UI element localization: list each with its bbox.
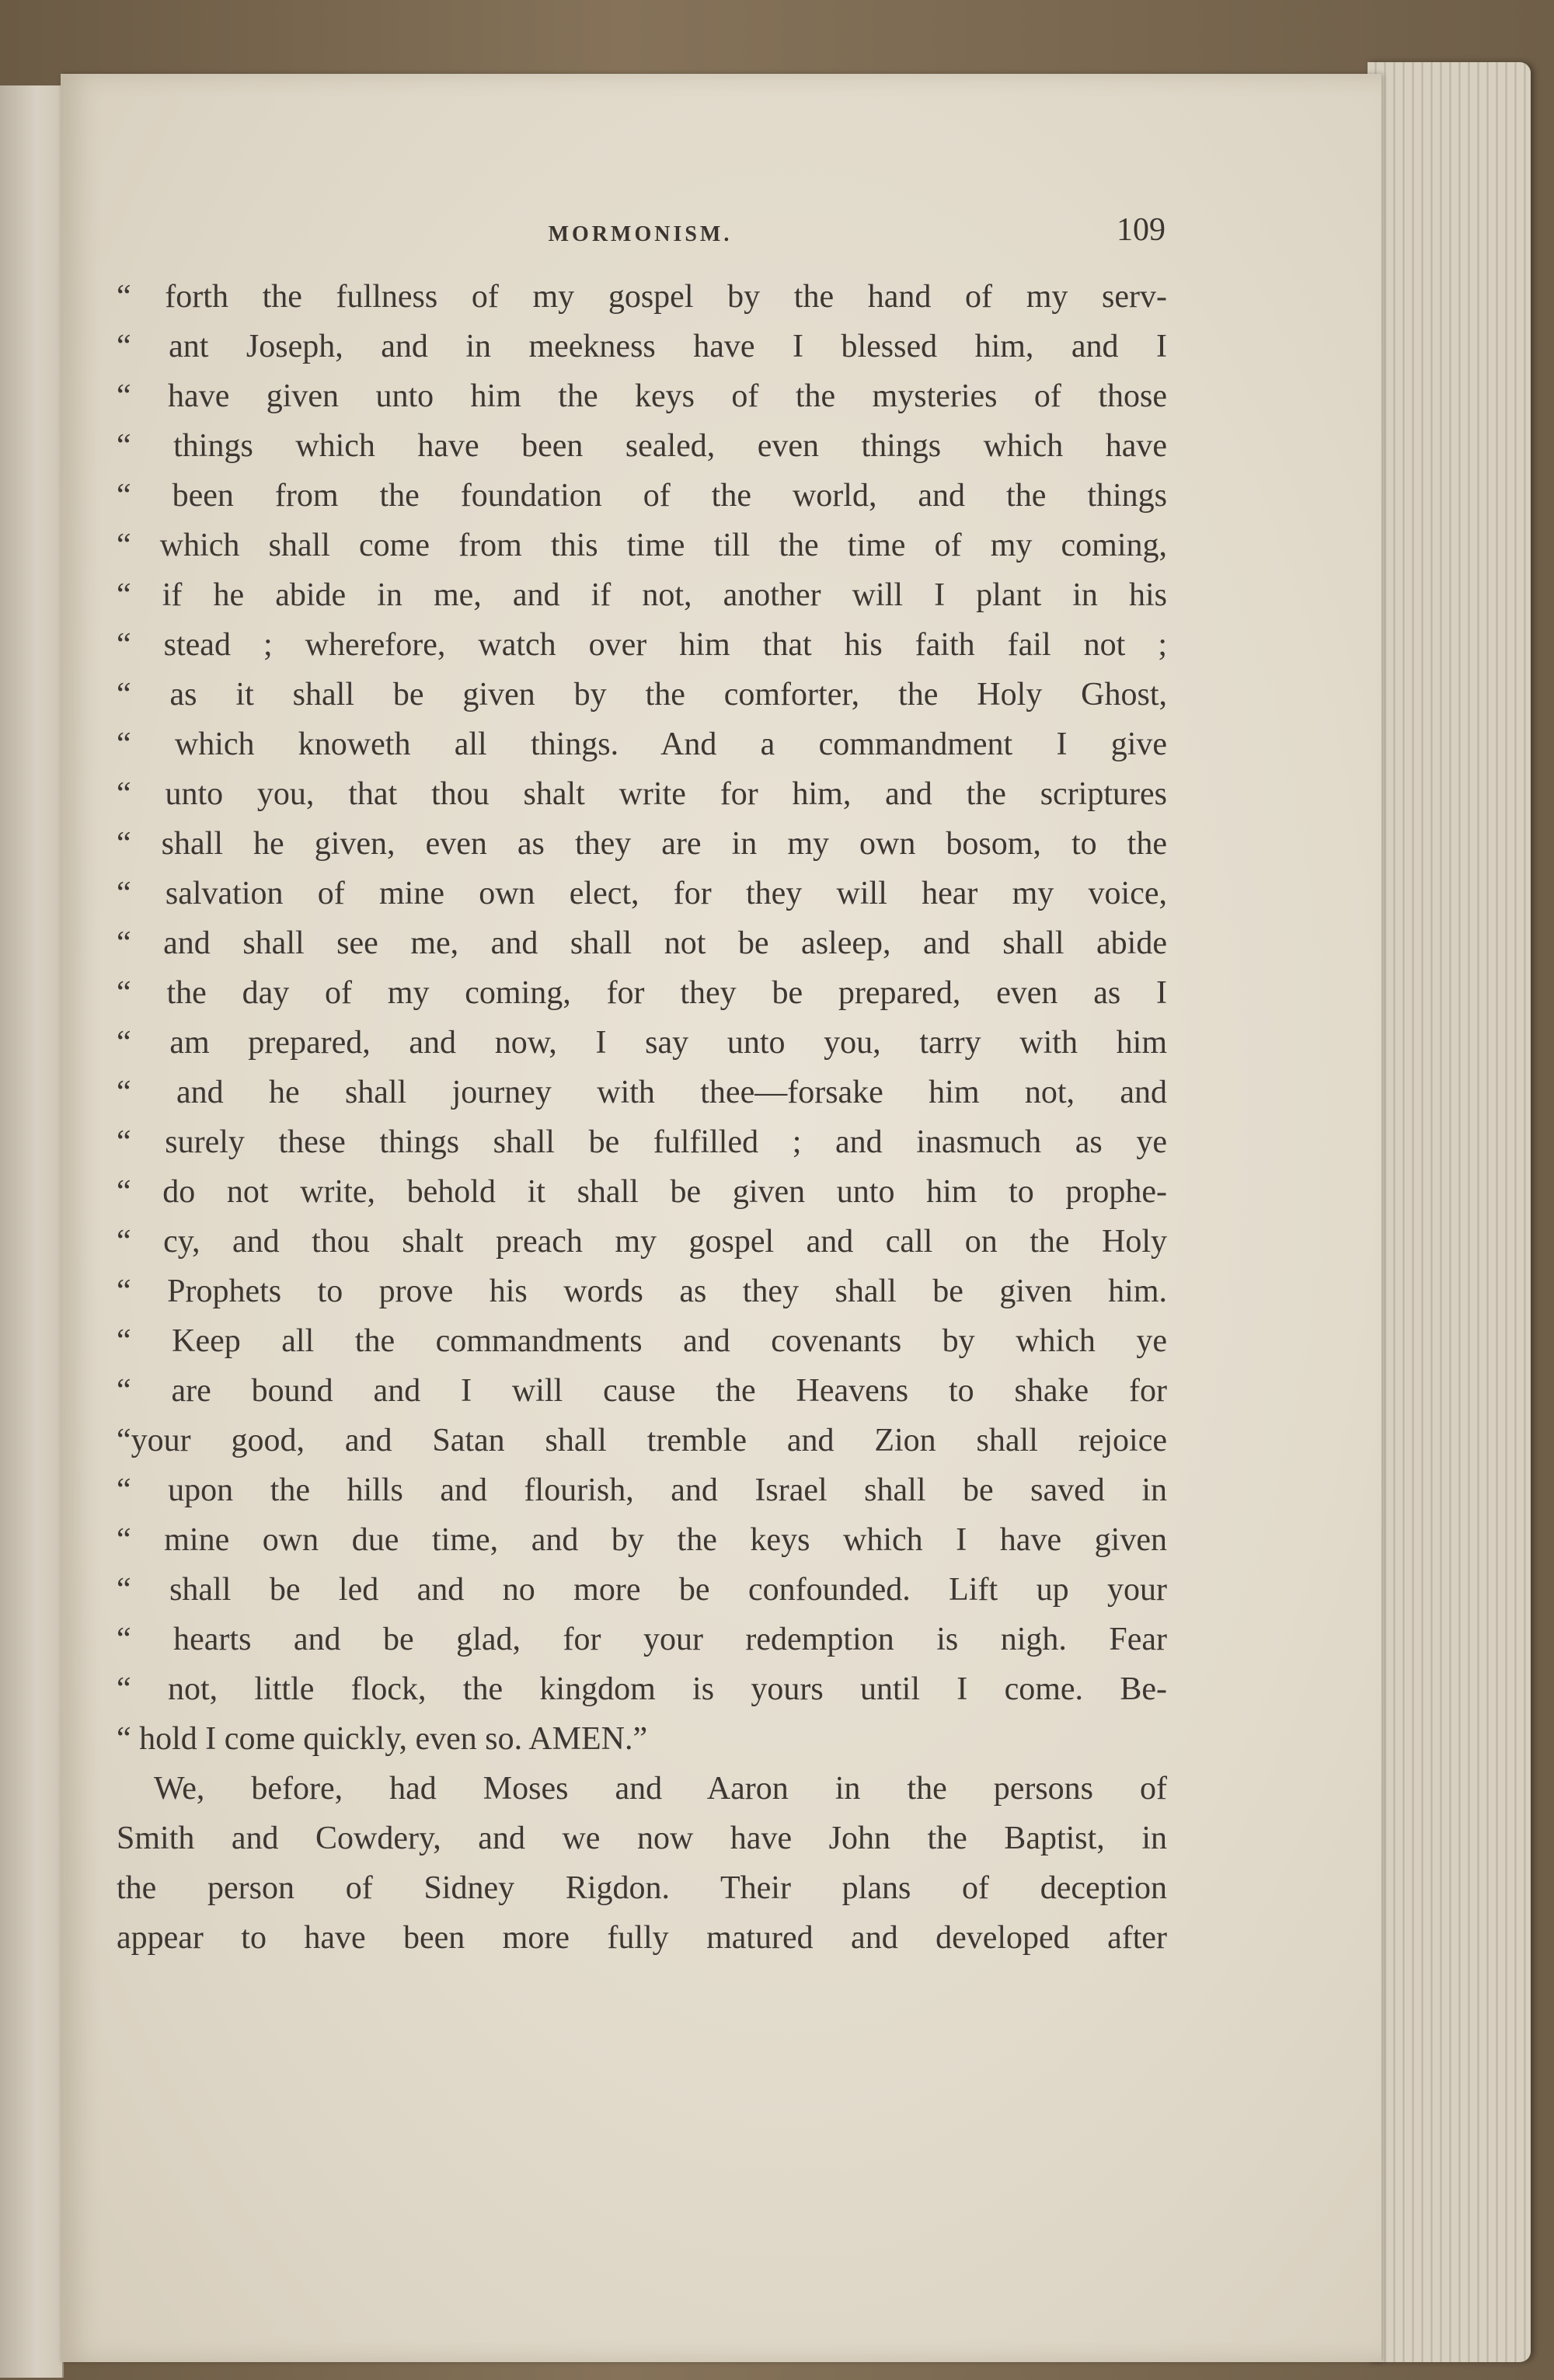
text-line: “your good, and Satan shall tremble and Zion shall rejoice	[117, 1423, 1167, 1458]
text-line: “ have given unto him the keys of the mysteries of those	[117, 378, 1167, 414]
text-line: “ upon the hills and flourish, and Israel shall be saved in	[117, 1472, 1167, 1508]
page-edges	[1368, 62, 1531, 2362]
text-line: “ salvation of mine own elect, for they will hear my voice,	[117, 876, 1167, 911]
text-line: “ hold I come quickly, even so. AMEN.”	[117, 1721, 648, 1757]
text-line: “ ant Joseph, and in meekness have I blessed him, and I	[117, 329, 1167, 364]
text-line: “ things which have been sealed, even things which have	[117, 428, 1167, 464]
text-line: “ as it shall be given by the comforter, the Holy Ghost,	[117, 677, 1167, 713]
text-line: “ and he shall journey with thee—forsake him not, and	[117, 1075, 1167, 1110]
text-line: “ Prophets to prove his words as they shall be given him.	[117, 1274, 1167, 1309]
text-line: “ am prepared, and now, I say unto you, tarry with him	[117, 1025, 1167, 1061]
text-line: “ mine own due time, and by the keys which I have given	[117, 1522, 1167, 1558]
text-line: Smith and Cowdery, and we now have John the Baptist, in	[117, 1821, 1167, 1856]
text-line: “ do not write, behold it shall be given unto him to prophe-	[117, 1174, 1167, 1210]
text-line: “ been from the foundation of the world, and the things	[117, 478, 1167, 514]
text-line: “ hearts and be glad, for your redemption is nigh. Fear	[117, 1622, 1167, 1657]
left-page-edge	[0, 85, 64, 2378]
text-line: “ if he abide in me, and if not, another will I plant in his	[117, 577, 1167, 613]
text-line: “ stead ; wherefore, watch over him that his faith fail not ;	[117, 627, 1167, 663]
text-line: “ the day of my coming, for they be prepared, even as I	[117, 975, 1167, 1011]
text-line: “ which shall come from this time till the time of my coming,	[117, 528, 1167, 563]
text-line: “ are bound and I will cause the Heavens to shake for	[117, 1373, 1167, 1409]
running-head	[115, 208, 1166, 263]
text-line: the person of Sidney Rigdon. Their plans of deception	[117, 1870, 1167, 1906]
text-line: “ cy, and thou shalt preach my gospel and call on the Holy	[117, 1224, 1167, 1260]
text-line: “ surely these things shall be fulfilled ; and inasmuch as ye	[117, 1124, 1167, 1160]
text-line: “ shall he given, even as they are in my own bosom, to the	[117, 826, 1167, 862]
text-line: “ unto you, that thou shalt write for him, and the scriptures	[117, 776, 1167, 812]
text-line: We, before, had Moses and Aaron in the persons of	[154, 1771, 1167, 1807]
text-line: “ forth the fullness of my gospel by the hand of my serv-	[117, 279, 1167, 315]
page-number: 109	[1117, 212, 1166, 248]
text-line: “ not, little flock, the kingdom is yours until I come. Be-	[117, 1671, 1167, 1707]
text-line: “ shall be led and no more be confounded. Lift up your	[117, 1572, 1167, 1608]
running-title: MORMONISM.	[548, 222, 733, 246]
text-line: “ and shall see me, and shall not be asleep, and shall abide	[117, 925, 1167, 961]
text-line: “ Keep all the commandments and covenants by which ye	[117, 1323, 1167, 1359]
text-line: “ which knoweth all things. And a commandment I give	[117, 727, 1167, 762]
text-line: appear to have been more fully matured and developed after	[117, 1920, 1167, 1956]
body-text	[117, 272, 1167, 1963]
